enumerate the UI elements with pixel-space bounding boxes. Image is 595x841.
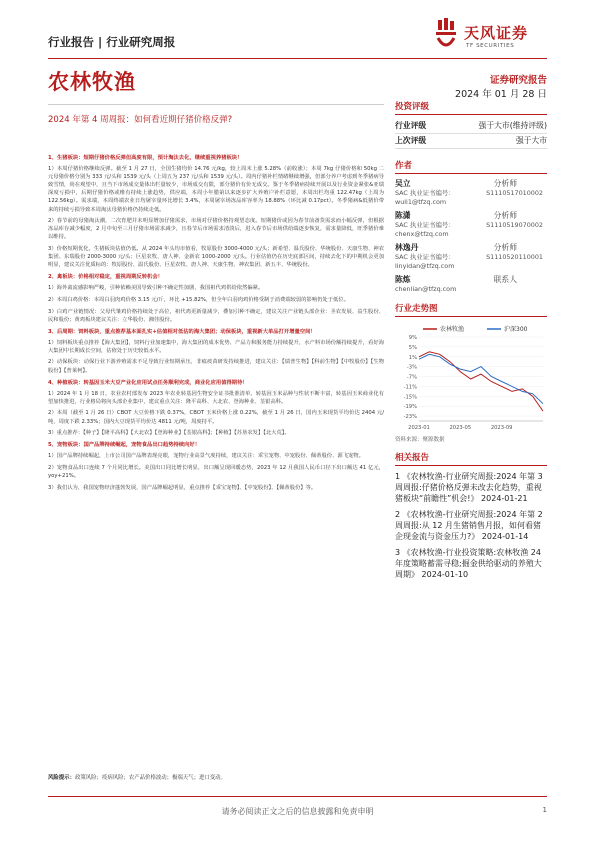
authors-heading: 作者 bbox=[395, 159, 547, 174]
section-heading: 2、禽板块：价格相对稳定，重视周期反转机会！ bbox=[48, 274, 163, 281]
author-name: 陈炼 bbox=[395, 275, 411, 284]
paragraph: 3）重点推荐：【种子】【隆平高科】【大北农】【登海种业】【荃银高科】；【种植】【苏垦农发】【北大荒】。 bbox=[48, 430, 290, 437]
legend-label: 沪深300 bbox=[504, 326, 528, 333]
author-name: 吴立 bbox=[395, 179, 411, 188]
logo-text: 天风证券 bbox=[464, 24, 529, 42]
author-email[interactable]: chenx@tfzq.com bbox=[395, 230, 449, 238]
author-role: 分析师 bbox=[493, 243, 517, 252]
y-tick-label: 9% bbox=[408, 335, 417, 341]
paragraph: 2）动保板块：动保行业下游养殖需求不足导致行业短期承压，非瘟疫苗研发持续推进，建议关注：【瑞普生物】【科前生物】【中牧股份】【生物股份】【普莱柯】。 bbox=[48, 359, 384, 374]
rating-value: 强于大市(维持评级) bbox=[478, 121, 547, 130]
breadcrumb: 行业报告 | 行业研究周报 bbox=[48, 35, 176, 49]
y-tick-label: -23% bbox=[403, 414, 417, 421]
series-line bbox=[419, 352, 543, 411]
paragraph: 3）白鸡产业链情况：父母代雏鸡价格持续处于高位，祖代鸡更新量减少，叠加引种不确定，建议关注产业链头部企业：圣农发展、益生股份、民和股份；黄鸡板块建议关注：立华股份、湘佳股份。 bbox=[48, 308, 384, 323]
trend-heading: 行业走势图 bbox=[395, 302, 547, 317]
related-title: 2 《农林牧渔-行业研究周报:2024 年第 2 周周报:从 12 月生猪销售月报，如何看猪企现金流与资金压力?》 bbox=[395, 510, 543, 541]
related-report-link[interactable] bbox=[395, 471, 547, 504]
related-report-link[interactable] bbox=[395, 547, 547, 580]
cert-number: S1110519070002 bbox=[486, 221, 543, 229]
paragraph: 1）海外禽流感影响严峻，引种依赖美国导致引种不确定性加剧，我国祖代鸡供给依然偏紧。 bbox=[48, 285, 264, 292]
cert-label: SAC 执业证书编号： bbox=[395, 253, 455, 261]
author-email[interactable]: linyidan@tfzq.com bbox=[395, 262, 455, 270]
author-role: 分析师 bbox=[493, 211, 517, 220]
report-type: 证券研究报告 bbox=[489, 75, 547, 86]
paragraph: 2）本周白鸡价格：本周白羽肉鸡价格 3.15 元/斤，环比 +15.82%，但全年白羽肉鸡价格受制于消费端较弱的影响仍处于低位。 bbox=[48, 296, 349, 303]
y-tick-label: -15% bbox=[403, 394, 417, 401]
author-card bbox=[395, 274, 547, 294]
related-title: 3 《农林牧渔-行业投资策略:农林牧渔 24 年度策略蓄需寻稳;掘金供给驱动的养殖大周期》 bbox=[395, 548, 542, 579]
y-tick-label: -11% bbox=[403, 384, 417, 391]
rating-heading: 投资评级 bbox=[395, 100, 547, 115]
paragraph: 1）2024 年 1 月 18 日，农业农村部发布 2023 年农业转基因生物安全证书批准清单，转基因玉米品种与性状不断丰富，转基因玉米商业化有望加快推进，行业格局将向头部企业集中，建议重点关注：隆平高科、大北农、登海种业、荃银高科。 bbox=[48, 390, 384, 405]
y-tick-label: 1% bbox=[408, 354, 417, 361]
related-date: 2024-01-21 bbox=[481, 494, 528, 503]
title-divider bbox=[48, 104, 384, 105]
page-title: 农林牧渔 bbox=[48, 70, 136, 94]
paragraph: 1）国产品牌持续崛起，上市公司国产品牌表现亮眼，宠物行业高景气度持续，建议关注：乖宝宠物、中宠股份、佩蒂股份、源飞宠物。 bbox=[48, 453, 364, 460]
author-name: 林逸丹 bbox=[395, 243, 419, 252]
paragraph: 2）宠物食品出口连续 7 个月同比增长。美国出口同比增长明显，出口额呈现回暖态势，2023 年 12 月我国人民币口径下出口额达 41 亿元，yoy+21%。 bbox=[48, 464, 384, 479]
paragraph: 3）我们认为，我国宠物经济蓬勃发展，国产品牌崛起明显，重点推荐【乖宝宠物】、【中宠股份】、【佩蒂股份】等。 bbox=[48, 484, 317, 491]
paragraph: 1）本周仔猪价格继续反弹。截至 1 月 27 日，全国生猪均价 14.76 元/kg，较上周末上涨 5.28%（前收涨）；本周 7kg 仔猪价格和 50kg 二元母猪价格分别为 333 元/头和 1539 元/头（上周五为 237 元/头和 1539 元/头）。周内仔猪补栏情绪继续增强，但部分养户考虑到冬季猪病导致雪情，尚在观望中，且当下市场成交量体出栏量较少，市场成交有限，部分猪价有价无成交。鉴于冬季猪病持续开展以及行业资金紧张&亚瑞深度亏损中，后期仔猪价格或维有持续上涨趋势，供应端，本周小年腊第以来逐步扩大养殖户补栏意愿，本周出栏均重 122.47kg（上周为 122.56kg）。需求端，本周终端农业日均屠宰量环比增长 3.4%，本周屠宰场冻品库容率为 18.88%（环比减 0.17pct）。冬季猪病&低猪价带来的持续亏损导致本周淘汰母猪价格仍持续走低。 bbox=[48, 166, 384, 213]
section-heading: 1、生猪板块：短期仔猪价格反弹但高度有限，预计淘汰去化，继续重视养猪板块！ bbox=[48, 155, 243, 161]
cert-label: SAC 执业证书编号： bbox=[395, 221, 455, 229]
chart-source: 资料来源：聚源数据 bbox=[395, 437, 445, 443]
legend-label: 农林牧渔 bbox=[440, 326, 465, 333]
footer-divider bbox=[48, 796, 547, 797]
x-tick-label: 2023-09 bbox=[490, 425, 513, 431]
author-card bbox=[395, 178, 547, 207]
section-heading: 4、种植板块：转基因玉米大豆产业化应用试点任务顺利完成，商业化应用值得期待！ bbox=[48, 379, 248, 386]
rating-label: 上次评级 bbox=[395, 136, 427, 145]
tf-logo-icon bbox=[432, 18, 460, 52]
rating-row bbox=[395, 119, 547, 134]
related-list bbox=[395, 471, 547, 580]
sidebar bbox=[395, 100, 547, 580]
y-tick-label: -3% bbox=[406, 364, 417, 371]
risk-warning bbox=[48, 773, 384, 781]
x-tick-label: 2023-05 bbox=[449, 425, 472, 431]
related-heading: 相关报告 bbox=[395, 451, 547, 466]
report-date: 2024 年 01 月 28 日 bbox=[455, 89, 547, 100]
logo-subtext: TF SECURITIES bbox=[466, 43, 515, 49]
y-tick-label: -19% bbox=[403, 404, 417, 411]
y-tick-label: -7% bbox=[406, 374, 417, 381]
cert-label: SAC 执业证书编号： bbox=[395, 189, 455, 197]
paragraph: 2）本周（截至 1 月 26 日）CBOT 大豆价格下跌 0.37%，CBOT 玉米价格上涨 0.22%，截至 1 月 26 日，国内玉米现货平均价达 2404 元/吨，周度下跌 2.33%；国内大豆现货平均价达 4811 元/吨，周度持平。 bbox=[48, 410, 384, 425]
section-heading: 3、后周期：饲料板块，重点推荐基本面扎实+估值相对低估的海大集团；动保板块，重视新大单品打开增量空间！ bbox=[48, 328, 316, 335]
author-email[interactable]: chenlian@tfzq.com bbox=[395, 285, 457, 293]
author-card bbox=[395, 210, 547, 239]
section-heading: 5、宠物板块：国产品牌持续崛起，宠物食品出口趋势持续向好！ bbox=[48, 442, 201, 449]
x-tick-label: 2023-01 bbox=[408, 425, 430, 431]
related-report-link[interactable] bbox=[395, 509, 547, 542]
related-title: 1 《农林牧渔-行业研究周报:2024 年第 3 周周报:仔猪价格反弹未改去化趋势，重视猪板块“前瞻性”机会!》 bbox=[395, 472, 543, 503]
paragraph: 2）春节前的母猪淘汰潮，二次育肥并未明显增加仔猪需求，市场对仔猪价格持观望态度。短期猪价或因为春节前备货需求而小幅反弹，但根据冻品库存减少幅度，2 月中旬至三月仔猪市场需求减少，且春节后市场需求清淡后，进入春节后市场供给端逐步恢复，需求量降低，旺季猪价难以维持。 bbox=[48, 218, 384, 241]
paragraph: 1）饲料板块重点推荐【海大集团】，饲料行业加速集中，海大集团的成本优势、产品力和服务能力持续提升，水产料市场份额持续提升，看好海大集团中长期成长空间，估值处于历史较低水平。 bbox=[48, 339, 384, 354]
header-divider bbox=[48, 58, 547, 59]
author-role: 分析师 bbox=[493, 179, 517, 188]
author-role: 联系人 bbox=[493, 275, 517, 284]
trend-chart bbox=[395, 323, 547, 443]
rating-label: 行业评级 bbox=[395, 121, 427, 130]
y-tick-label: 5% bbox=[408, 344, 417, 351]
author-email[interactable]: wuli1@tfzq.com bbox=[395, 198, 447, 206]
related-date: 2024-01-10 bbox=[421, 570, 469, 579]
report-subtitle: 2024 年第 4 周周报：如何看近期仔猪价格反弹? bbox=[48, 115, 233, 125]
risk-text: 政策风险；疫病风险；农产品价格波动；极端天气；进口变动。 bbox=[74, 775, 226, 781]
paragraph: 3）价格短期优化，生猪板块估值仍低。从 2024 年头均市值看，牧原股份 3000-4000 元/头；新希望、温氏股份、华统股份、天康生物、神农集团、东瑞股份 2000-3000 元/头；巨星农牧、唐人神、金新农 1000-2000 元/头。行业估值仍在历史底部区间，持续去化下的中期机会更加明显，建议关注优质标的：牧原股份、温氏股份、巨星农牧、唐人神、天康生物、神农集团、新五丰、华统股份。 bbox=[48, 245, 384, 269]
risk-label: 风险提示： bbox=[48, 775, 75, 781]
cert-number: S1110520110001 bbox=[486, 253, 543, 261]
rating-row bbox=[395, 134, 547, 149]
trend-chart-svg bbox=[395, 323, 547, 433]
author-card bbox=[395, 242, 547, 271]
author-name: 陈潇 bbox=[395, 211, 411, 220]
report-body bbox=[48, 150, 384, 495]
footer-disclaimer: 请务必阅读正文之后的信息披露和免责申明 bbox=[221, 807, 374, 816]
related-date: 2024-01-14 bbox=[481, 532, 529, 541]
rating-value: 强于大市 bbox=[515, 136, 547, 145]
cert-number: S1110517010002 bbox=[486, 189, 543, 197]
page-number: 1 bbox=[542, 806, 547, 814]
